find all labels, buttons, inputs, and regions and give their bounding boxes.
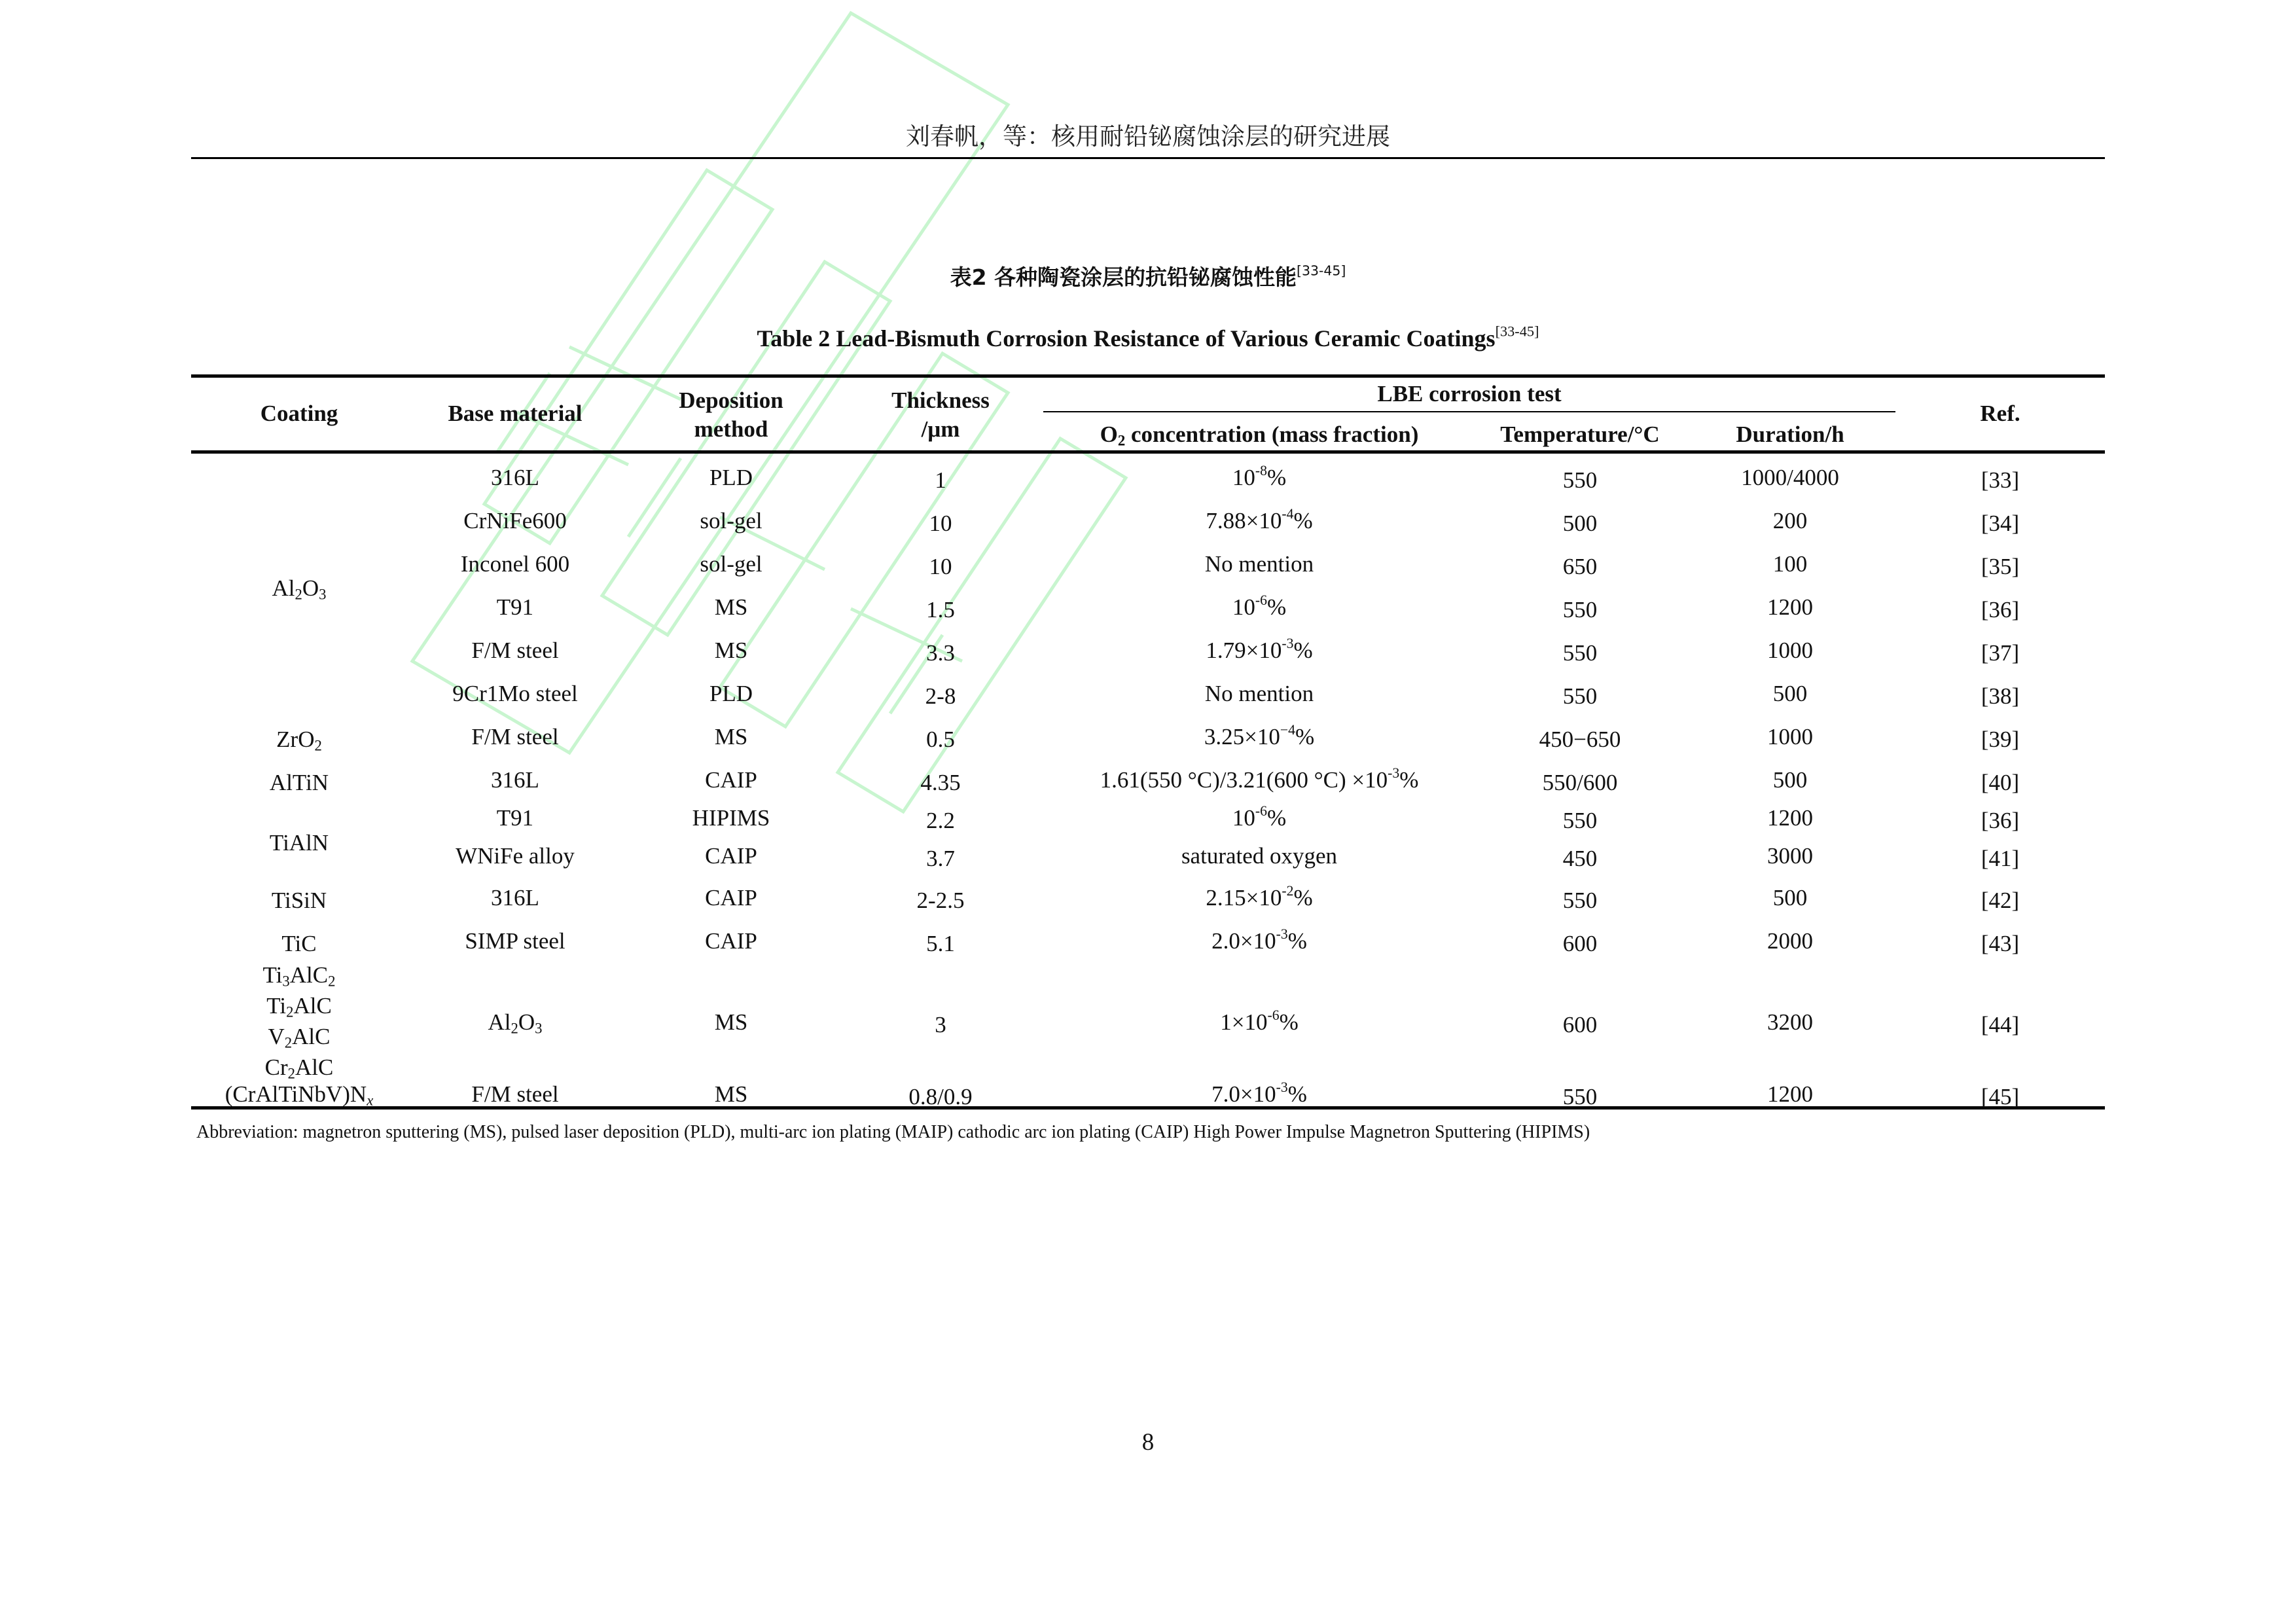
deposition-method-cell: MS bbox=[714, 638, 748, 663]
duration-cell: 100 bbox=[1772, 551, 1808, 577]
temperature-cell: 600 bbox=[1562, 1012, 1598, 1038]
coating-cr2alc-part-a: Cr bbox=[264, 1055, 288, 1080]
base-material-cell: 316L bbox=[491, 885, 539, 911]
o2-concentration-cell bbox=[1043, 636, 1475, 665]
o2-concentration-cell bbox=[1043, 1080, 1475, 1109]
o2-concentration-cell bbox=[1043, 679, 1475, 708]
ref-cell: [36] bbox=[1981, 597, 2020, 623]
temperature-cell: 550/600 bbox=[1542, 770, 1618, 795]
coating-al2o3-part-b: 2 bbox=[295, 586, 302, 603]
o2-value-exponent: -6 bbox=[1255, 803, 1267, 819]
coating-craltinbv-part-b: x bbox=[367, 1092, 374, 1109]
header-rule bbox=[191, 157, 2105, 159]
thickness-cell: 10 bbox=[929, 511, 952, 536]
base-material-cell: 316L bbox=[491, 465, 539, 490]
o2-value-main: 10 bbox=[1232, 805, 1255, 831]
header-deposition-line1: Deposition bbox=[679, 388, 783, 413]
thickness-cell: 2-2.5 bbox=[916, 888, 965, 913]
deposition-method-cell: HIPIMS bbox=[692, 805, 770, 831]
base-material-cell bbox=[407, 1008, 623, 1037]
deposition-method-cell: MS bbox=[714, 1009, 748, 1035]
o2-concentration-cell bbox=[1043, 1008, 1475, 1037]
base-material-cell: F/M steel bbox=[471, 1081, 559, 1107]
temperature-cell: 450 bbox=[1562, 846, 1598, 871]
coating-ti3alc2 bbox=[191, 961, 407, 990]
o2-value-exponent: −4 bbox=[1280, 721, 1295, 738]
o2-value-exponent: -3 bbox=[1388, 765, 1400, 781]
coating-al2o3 bbox=[191, 574, 407, 603]
deposition-method-cell: CAIP bbox=[705, 843, 757, 869]
deposition-method-cell: CAIP bbox=[705, 767, 757, 793]
coating-al2o3-part-c: O bbox=[302, 575, 319, 601]
o2-value-exponent: -3 bbox=[1276, 926, 1288, 942]
base-material-cell: WNiFe alloy bbox=[456, 843, 575, 869]
caption-en-refs: [33-45] bbox=[1495, 323, 1539, 340]
o2-concentration-cell bbox=[1043, 884, 1475, 912]
coating-tic: TiC bbox=[281, 931, 317, 956]
running-head: 刘春帆，等：核用耐铅铋腐蚀涂层的研究进展 bbox=[906, 122, 1390, 151]
base-material-cell: SIMP steel bbox=[465, 928, 565, 954]
o2-value-unit: % bbox=[1293, 885, 1313, 911]
duration-cell: 3000 bbox=[1767, 843, 1813, 869]
coating-zro2 bbox=[191, 725, 407, 754]
duration-cell: 1000 bbox=[1767, 724, 1813, 749]
o2-value-unit: % bbox=[1266, 594, 1287, 620]
o2-value-unit: % bbox=[1266, 465, 1287, 490]
header-o2-suffix: concentration (mass fraction) bbox=[1125, 422, 1419, 447]
header-thickness-line1: Thickness bbox=[891, 388, 990, 413]
temperature-cell: 550 bbox=[1562, 640, 1598, 666]
coating-ti2alc-part-b: 2 bbox=[286, 1003, 294, 1020]
coating-cr2alc-part-b: 2 bbox=[287, 1065, 295, 1082]
thickness-cell: 10 bbox=[929, 554, 952, 579]
temperature-cell: 550 bbox=[1562, 1084, 1598, 1110]
header-o2-concentration bbox=[1043, 420, 1475, 449]
caption-cn-text: 表2 各种陶瓷涂层的抗铅铋腐蚀性能 bbox=[950, 264, 1297, 290]
formula-part-c: O bbox=[518, 1009, 535, 1035]
o2-value-exponent: -3 bbox=[1282, 635, 1294, 651]
deposition-method-cell: sol-gel bbox=[700, 508, 762, 533]
coating-cr2alc-part-c: AlC bbox=[295, 1055, 334, 1080]
base-material-cell: Inconel 600 bbox=[460, 551, 570, 577]
duration-cell: 1200 bbox=[1767, 805, 1813, 831]
temperature-cell: 450−650 bbox=[1539, 727, 1621, 752]
ref-cell: [36] bbox=[1981, 808, 2020, 833]
o2-value-unit: % bbox=[1295, 724, 1315, 749]
ref-cell: [45] bbox=[1981, 1084, 2020, 1110]
ref-cell: [40] bbox=[1981, 770, 2020, 795]
o2-concentration-cell bbox=[1043, 593, 1475, 622]
o2-concentration-cell bbox=[1043, 766, 1475, 795]
temperature-cell: 550 bbox=[1562, 888, 1598, 913]
ref-cell: [33] bbox=[1981, 467, 2020, 493]
o2-concentration-cell bbox=[1043, 842, 1475, 871]
ref-cell: [34] bbox=[1981, 511, 2020, 536]
formula-part-d: 3 bbox=[535, 1020, 543, 1037]
ref-cell: [43] bbox=[1981, 931, 2020, 956]
duration-cell: 1200 bbox=[1767, 1081, 1813, 1107]
o2-value-main: 10 bbox=[1232, 594, 1255, 620]
coating-zro2-part-b: 2 bbox=[314, 737, 322, 754]
o2-value-unit: % bbox=[1293, 638, 1313, 663]
o2-value-unit: % bbox=[1287, 928, 1307, 954]
thickness-cell: 0.5 bbox=[926, 727, 955, 752]
duration-cell: 500 bbox=[1772, 681, 1808, 706]
header-thickness-line2: /μm bbox=[921, 416, 960, 442]
o2-concentration-cell bbox=[1043, 927, 1475, 956]
deposition-method-cell: MS bbox=[714, 724, 748, 749]
thickness-cell: 1 bbox=[935, 467, 946, 493]
base-material-cell: F/M steel bbox=[471, 638, 559, 663]
o2-concentration-cell bbox=[1043, 507, 1475, 535]
ref-cell: [42] bbox=[1981, 888, 2020, 913]
table-caption-chinese bbox=[191, 261, 2105, 291]
coating-v2alc-part-c: AlC bbox=[292, 1024, 331, 1049]
duration-cell: 1000/4000 bbox=[1741, 465, 1839, 490]
table-header-rule bbox=[191, 450, 2105, 454]
o2-value-exponent: -8 bbox=[1255, 462, 1267, 478]
duration-cell: 500 bbox=[1772, 885, 1808, 911]
ref-cell: [35] bbox=[1981, 554, 2020, 579]
header-deposition-line2: method bbox=[694, 416, 768, 442]
o2-value-unit: % bbox=[1287, 1081, 1307, 1107]
o2-value-main: 7.0×10 bbox=[1211, 1081, 1276, 1107]
duration-cell: 200 bbox=[1772, 508, 1808, 533]
caption-cn-refs: [33-45] bbox=[1297, 262, 1346, 279]
o2-value-exponent: -6 bbox=[1267, 1007, 1280, 1023]
header-ref: Ref. bbox=[1980, 401, 2020, 426]
base-material-cell: T91 bbox=[496, 805, 534, 831]
formula-part-b: 2 bbox=[511, 1020, 518, 1037]
o2-concentration-cell bbox=[1043, 804, 1475, 833]
thickness-cell: 4.35 bbox=[920, 770, 961, 795]
header-base-material: Base material bbox=[448, 401, 583, 426]
o2-value-exponent: -4 bbox=[1282, 505, 1294, 522]
coating-altin: AlTiN bbox=[269, 770, 329, 795]
temperature-cell: 600 bbox=[1562, 931, 1598, 956]
base-material-cell: 9Cr1Mo steel bbox=[452, 681, 578, 706]
header-coating: Coating bbox=[260, 401, 338, 426]
header-lbe-corrosion-test: LBE corrosion test bbox=[1377, 381, 1562, 406]
coating-ti3alc2-part-d: 2 bbox=[328, 973, 336, 990]
duration-cell: 500 bbox=[1772, 767, 1808, 793]
o2-value-main: No mention bbox=[1204, 551, 1314, 577]
duration-cell: 1200 bbox=[1767, 594, 1813, 620]
coating-craltinbv bbox=[191, 1080, 407, 1109]
deposition-method-cell: CAIP bbox=[705, 928, 757, 954]
base-material-cell: CrNiFe600 bbox=[463, 508, 567, 533]
thickness-cell: 0.8/0.9 bbox=[908, 1084, 973, 1110]
temperature-cell: 550 bbox=[1562, 808, 1598, 833]
temperature-cell: 500 bbox=[1562, 511, 1598, 536]
ref-cell: [39] bbox=[1981, 727, 2020, 752]
coating-ti2alc-part-c: AlC bbox=[293, 993, 332, 1019]
duration-cell: 3200 bbox=[1767, 1009, 1813, 1035]
o2-value-main: 10 bbox=[1232, 465, 1255, 490]
lbe-group-rule bbox=[1043, 411, 1895, 412]
base-material-cell: T91 bbox=[496, 594, 534, 620]
header-temperature: Temperature/°C bbox=[1500, 422, 1660, 447]
temperature-cell: 650 bbox=[1562, 554, 1598, 579]
coating-al2o3-part-a: Al bbox=[272, 575, 295, 601]
base-material-cell: 316L bbox=[491, 767, 539, 793]
o2-value-main: 1.61(550 °C)/3.21(600 °C) ×10 bbox=[1100, 767, 1388, 793]
base-material-cell: F/M steel bbox=[471, 724, 559, 749]
coating-tialn: TiAlN bbox=[269, 830, 329, 856]
header-o2-sub: 2 bbox=[1117, 432, 1126, 449]
o2-concentration-cell bbox=[1043, 550, 1475, 579]
header-deposition-method bbox=[623, 386, 839, 444]
temperature-cell: 550 bbox=[1562, 683, 1598, 709]
temperature-cell: 550 bbox=[1562, 467, 1598, 493]
coating-tisin: TiSiN bbox=[271, 888, 327, 913]
o2-value-main: 1×10 bbox=[1220, 1009, 1268, 1035]
ref-cell: [37] bbox=[1981, 640, 2020, 666]
thickness-cell: 5.1 bbox=[926, 931, 955, 956]
deposition-method-cell: sol-gel bbox=[700, 551, 762, 577]
o2-value-main: 1.79×10 bbox=[1206, 638, 1282, 663]
o2-concentration-cell bbox=[1043, 723, 1475, 751]
coating-v2alc-part-b: 2 bbox=[284, 1034, 293, 1051]
header-thickness bbox=[839, 386, 1042, 444]
coating-al2o3-part-d: 3 bbox=[319, 586, 327, 603]
temperature-cell: 550 bbox=[1562, 597, 1598, 623]
o2-value-exponent: -6 bbox=[1255, 592, 1267, 608]
coating-ti3alc2-part-c: AlC bbox=[289, 962, 329, 988]
thickness-cell: 3.7 bbox=[926, 846, 955, 871]
table-footnote: Abbreviation: magnetron sputtering (MS), pulsed laser deposition (PLD), multi-arc ion plating (MAIP) cathodic arc ion plating (CAIP) High Power Impulse Magnetron Sputtering (HIPIMS) bbox=[196, 1122, 1590, 1142]
o2-value-unit: % bbox=[1293, 508, 1313, 533]
caption-en-text: Table 2 Lead-Bismuth Corrosion Resistance of Various Ceramic Coatings bbox=[757, 325, 1496, 352]
coating-ti2alc-part-a: Ti bbox=[266, 993, 287, 1019]
deposition-method-cell: MS bbox=[714, 594, 748, 620]
ref-cell: [44] bbox=[1981, 1012, 2020, 1038]
coating-ti3alc2-part-b: 3 bbox=[282, 973, 290, 990]
table-caption-english bbox=[191, 325, 2105, 352]
o2-value-main: 7.88×10 bbox=[1206, 508, 1282, 533]
page-number: 8 bbox=[1141, 1429, 1155, 1456]
o2-value-main: saturated oxygen bbox=[1181, 843, 1338, 869]
header-duration: Duration/h bbox=[1736, 422, 1844, 447]
o2-value-unit: % bbox=[1279, 1009, 1299, 1035]
deposition-method-cell: MS bbox=[714, 1081, 748, 1107]
o2-value-exponent: -3 bbox=[1276, 1079, 1288, 1095]
thickness-cell: 3.3 bbox=[926, 640, 955, 666]
o2-value-exponent: -2 bbox=[1282, 882, 1294, 899]
o2-value-main: 2.15×10 bbox=[1206, 885, 1282, 911]
coating-craltinbv-part-a: (CrAlTiNbV)N bbox=[224, 1081, 367, 1107]
coating-v2alc-part-a: V bbox=[268, 1024, 285, 1049]
coating-zro2-part-a: ZrO bbox=[276, 727, 315, 752]
ref-cell: [41] bbox=[1981, 846, 2020, 871]
coating-v2alc bbox=[191, 1022, 407, 1051]
o2-concentration-cell bbox=[1043, 463, 1475, 492]
deposition-method-cell: CAIP bbox=[705, 885, 757, 911]
o2-value-main: No mention bbox=[1204, 681, 1314, 706]
duration-cell: 2000 bbox=[1767, 928, 1813, 954]
o2-value-unit: % bbox=[1399, 767, 1419, 793]
deposition-method-cell: PLD bbox=[709, 681, 753, 706]
deposition-method-cell: PLD bbox=[709, 465, 753, 490]
table-top-rule bbox=[191, 374, 2105, 378]
ref-cell: [38] bbox=[1981, 683, 2020, 709]
o2-value-unit: % bbox=[1266, 805, 1287, 831]
coating-ti2alc bbox=[191, 992, 407, 1020]
coating-ti3alc2-part-a: Ti bbox=[262, 962, 283, 988]
header-o2-prefix: O bbox=[1100, 422, 1118, 447]
formula-part-a: Al bbox=[488, 1009, 511, 1035]
o2-value-main: 2.0×10 bbox=[1211, 928, 1276, 954]
thickness-cell: 2-8 bbox=[925, 683, 956, 709]
o2-value-main: 3.25×10 bbox=[1204, 724, 1280, 749]
thickness-cell: 3 bbox=[935, 1012, 946, 1038]
thickness-cell: 2.2 bbox=[926, 808, 955, 833]
coating-cr2alc bbox=[191, 1053, 407, 1082]
duration-cell: 1000 bbox=[1767, 638, 1813, 663]
thickness-cell: 1.5 bbox=[926, 597, 955, 623]
